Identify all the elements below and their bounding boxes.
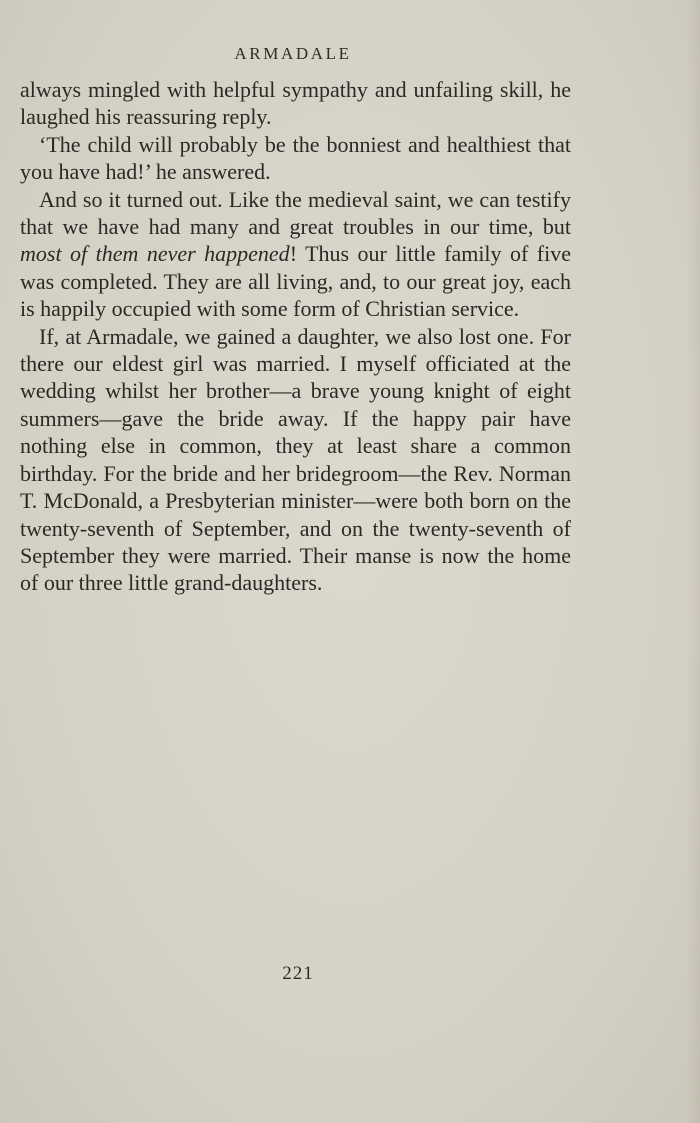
paragraph-1: always mingled with helpful sympathy and unfailing skill, he laughed his reassuring reply. bbox=[20, 77, 571, 130]
paragraph-3-text-end: ! Thus our little family of five was completed. They are all living, and, to our great joy, each is happily occupied with some form of Christian service. bbox=[20, 241, 572, 322]
page-number: 221 bbox=[282, 963, 314, 984]
paragraph-4: If, at Armadale, we gained a daughter, we also lost one. For there our eldest girl was married. I myself officiated at the wedding whilst her brother—a brave young knight of eight summers—gave the bride away. If the happy pair have nothing else in common, they at least share a common birthday. For the bride and her bridegroom—the Rev. Norman T. McDonald, a Presbyterian minister—were both born on the twenty-seventh of September, and on the twenty-seventh of September they were married. Their manse is now the home of our three little grand-daughters. bbox=[20, 323, 571, 596]
paragraph-3-text-start: And so it turned out. Like the medieval saint, we can testify that we have had many and great troubles in our time, but bbox=[20, 186, 571, 240]
paragraph-2: ‘The child will probably be the bonniest and healthiest that you have had!’ he answered. bbox=[20, 131, 571, 185]
body-text bbox=[20, 76, 571, 597]
paragraph-3 bbox=[20, 186, 571, 323]
paragraph-3-italic-phrase: most of them never happened bbox=[20, 241, 290, 267]
page-edge-shadow bbox=[686, 0, 700, 1123]
running-head: ARMADALE bbox=[234, 44, 352, 63]
